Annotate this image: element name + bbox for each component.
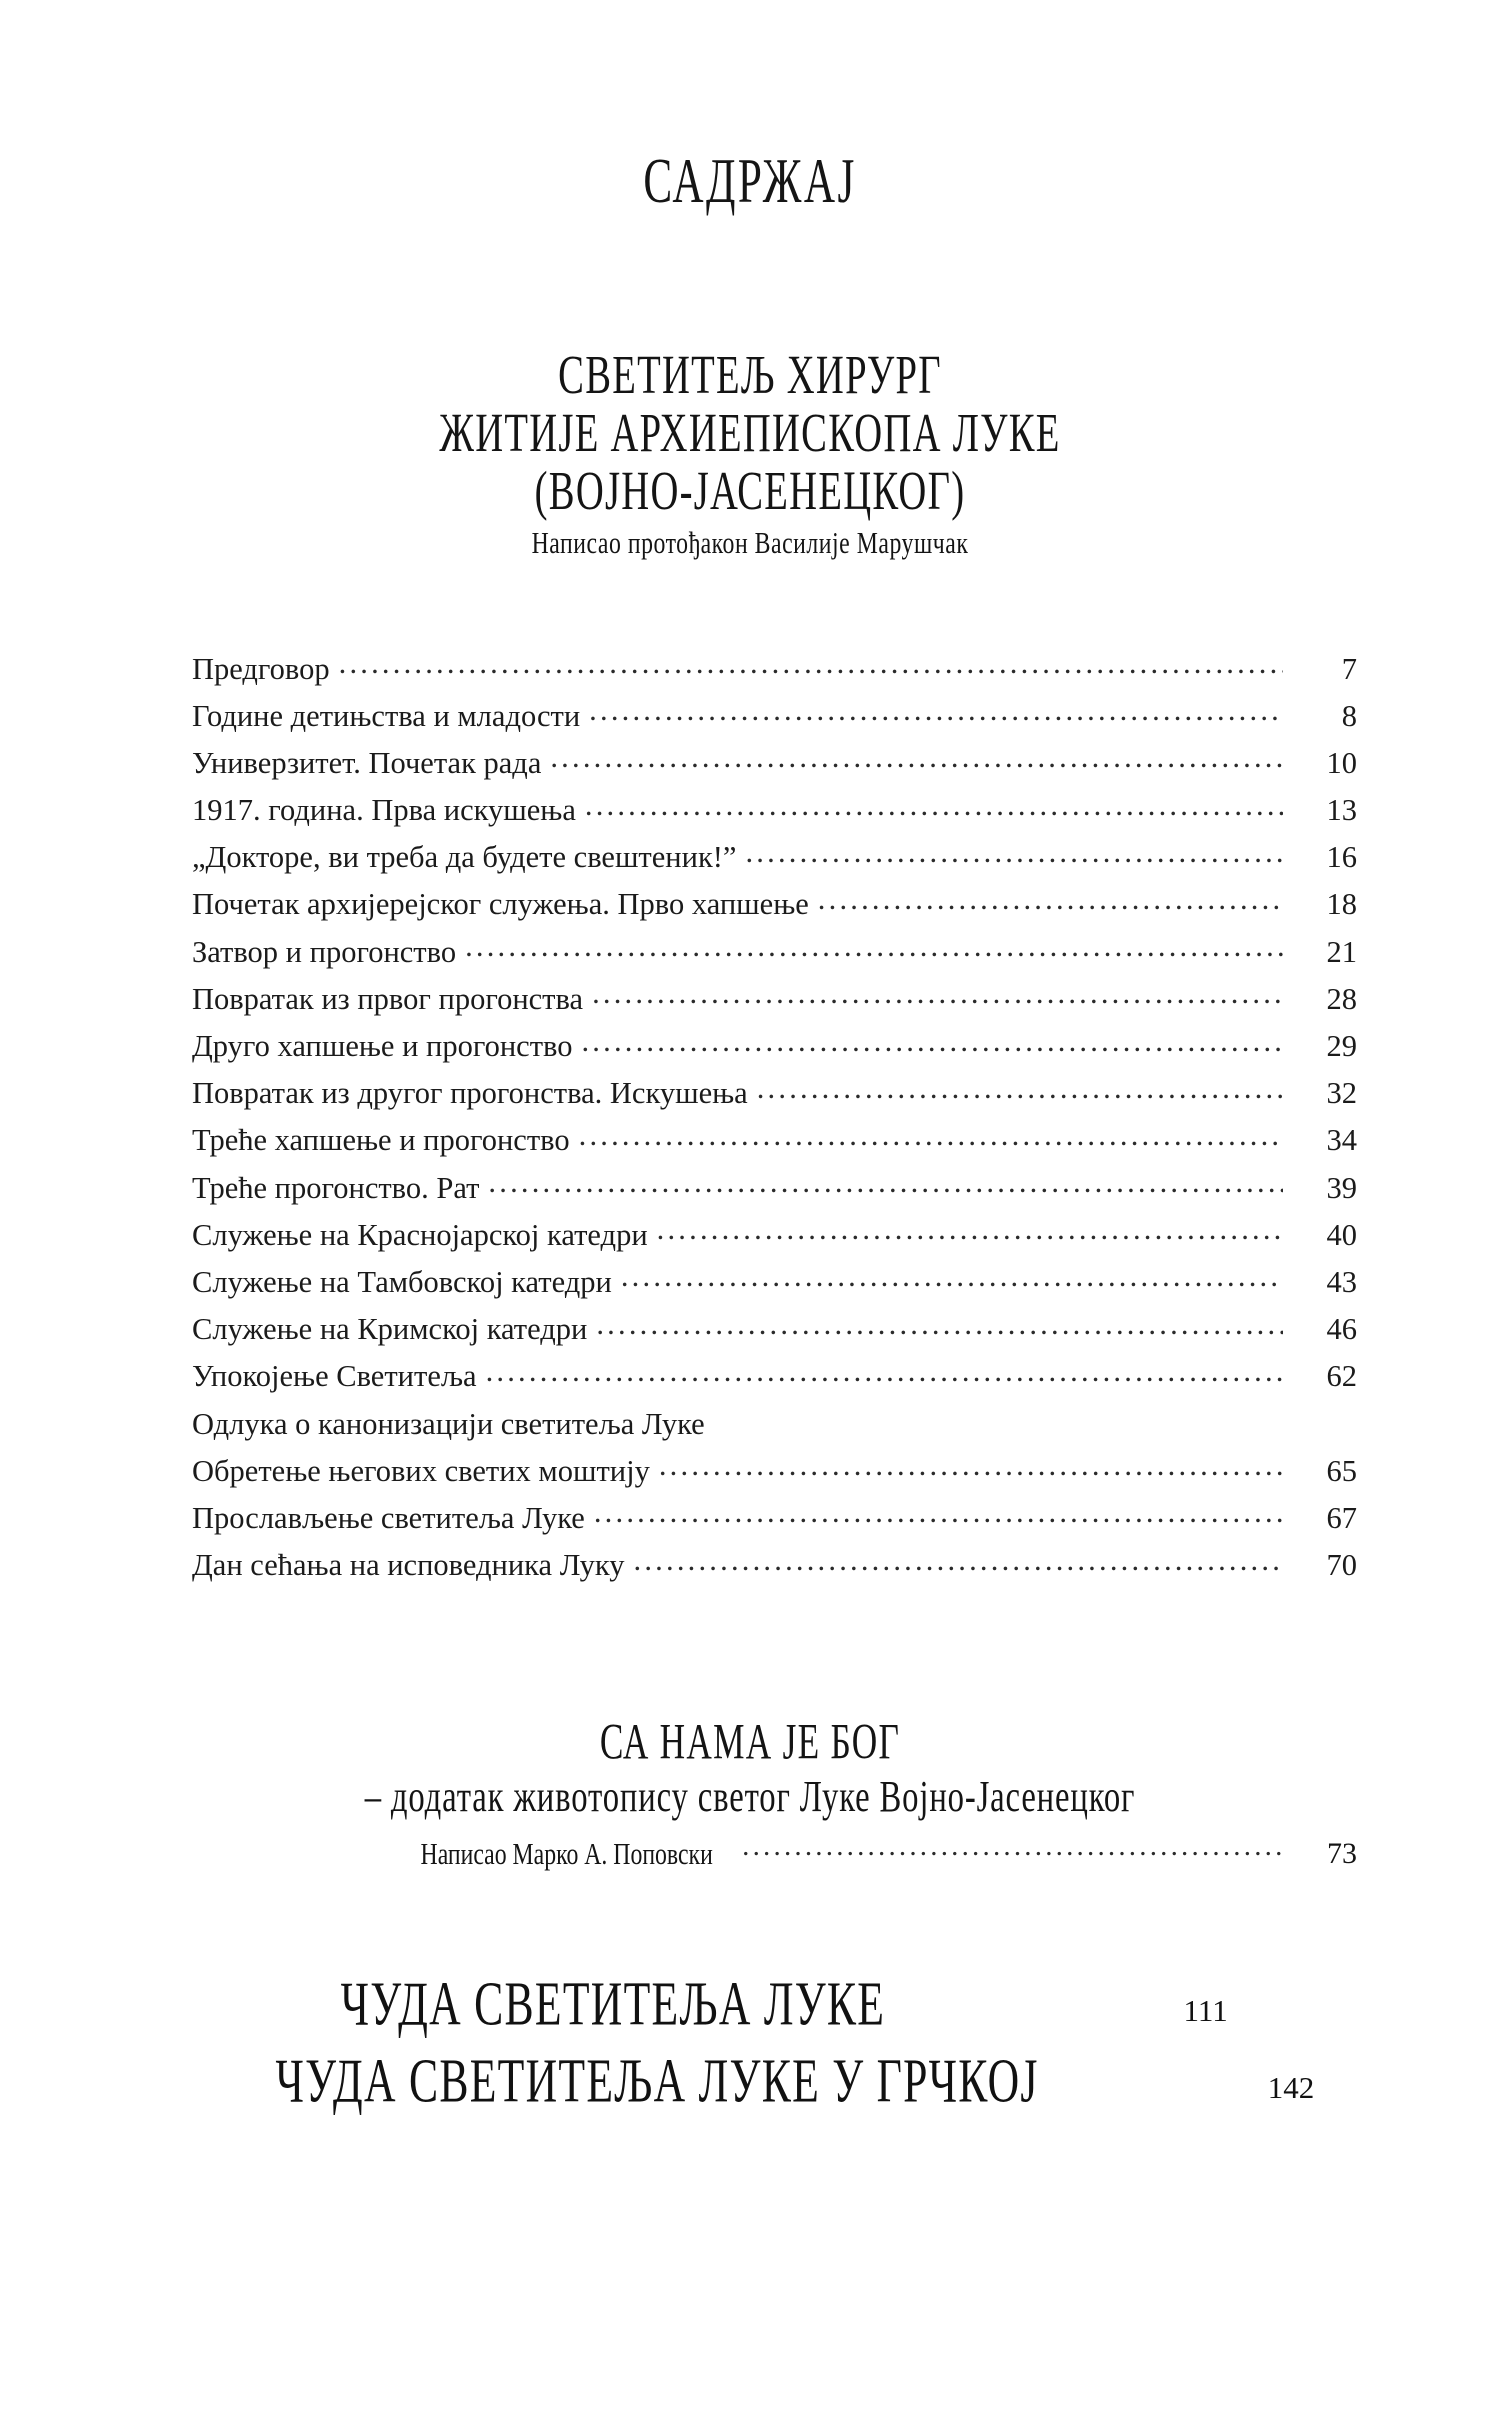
toc-entry-label: Године детињства и младости	[192, 698, 581, 733]
toc-entry-label: Почетак архијерејског служења. Прво хапшење	[192, 887, 809, 922]
toc-entry-label: Служење на Кримској катедри	[192, 1312, 588, 1347]
toc-page-number: 10	[1326, 745, 1357, 780]
toc-page-number: 43	[1326, 1264, 1357, 1299]
toc-row[interactable]	[192, 1120, 1357, 1167]
dot-leader	[742, 1836, 1285, 1863]
toc-page-number: 29	[1326, 1029, 1357, 1063]
dot-leader	[594, 1497, 1283, 1528]
toc-page-number: 32	[1326, 1076, 1357, 1111]
section1-heading-line1: СВЕТИТЕЉ ХИРУРГ	[558, 343, 942, 405]
toc-row[interactable]	[0, 1836, 1500, 1871]
dot-leader	[465, 931, 1283, 962]
toc-entry-label: Прослављење светитеља Луке	[192, 1500, 585, 1535]
section2-author: Написао Марко А. Поповски	[420, 1836, 713, 1872]
bottom-section-row[interactable]	[0, 2047, 1500, 2116]
toc-page-number: 13	[1326, 793, 1357, 828]
toc-entry-label: Повратак из првог прогонства	[192, 981, 584, 1016]
toc-entry-label: „Докторе, ви треба да будете свештеник!”	[192, 840, 737, 875]
toc-row[interactable]	[192, 978, 1357, 1025]
toc-row[interactable]	[192, 1450, 1357, 1497]
toc-page-number: 67	[1326, 1500, 1357, 1535]
toc-entry-label: Служење на Краснојарској катедри	[192, 1217, 648, 1252]
bottom-section-page-number: 111	[1183, 1993, 1228, 2028]
bottom-section-label: ЧУДА СВЕТИТЕЉА ЛУКЕ	[340, 1970, 886, 2039]
toc-page-number: 70	[1326, 1548, 1357, 1583]
toc-row[interactable]	[192, 1073, 1357, 1120]
toc-page-number: 46	[1326, 1312, 1357, 1347]
toc-entry-label: Универзитет. Почетак рада	[192, 745, 542, 780]
toc-row[interactable]	[192, 1497, 1357, 1544]
dot-leader	[585, 790, 1283, 821]
toc-row[interactable]	[192, 884, 1357, 931]
toc-page-number: 21	[1326, 934, 1357, 969]
section1-author: Написао протођакон Василије Марушчак	[531, 525, 969, 561]
toc-entry-list	[192, 648, 1357, 1592]
dot-leader	[589, 695, 1283, 726]
toc-row[interactable]	[192, 1261, 1357, 1308]
section2-heading-line2: – додатак животопису светог Луке Војно-Јасенецког	[364, 1772, 1136, 1822]
toc-row[interactable]	[192, 1026, 1357, 1073]
dot-leader	[550, 742, 1283, 773]
toc-row[interactable]	[192, 931, 1357, 978]
dot-leader	[581, 1026, 1283, 1057]
toc-page-number: 40	[1326, 1217, 1357, 1252]
toc-row[interactable]	[192, 1167, 1357, 1214]
dot-leader	[745, 837, 1283, 868]
dot-leader	[596, 1309, 1283, 1340]
toc-entry-label: Треће прогонство. Рат	[192, 1170, 480, 1205]
toc-entry-label: Затвор и прогонство	[192, 934, 457, 969]
dot-leader	[657, 1214, 1283, 1245]
toc-entry-label: 1917. година. Прва искушења	[192, 793, 576, 828]
toc-entry-label: Обретење његових светих моштију	[192, 1453, 650, 1488]
section-heading-block-1	[0, 343, 1500, 561]
toc-page-number: 18	[1326, 887, 1357, 922]
toc-page-number: 8	[1341, 698, 1357, 733]
toc-entry-label: Повратак из другог прогонства. Искушења	[192, 1076, 748, 1111]
toc-page-number: 28	[1326, 981, 1357, 1016]
toc-entry-label: Треће хапшење и прогонство	[192, 1123, 570, 1158]
dot-leader	[621, 1261, 1283, 1292]
toc-entry-label: Дан сећања на исповедника Луку	[192, 1548, 625, 1583]
section1-heading-line2: ЖИТИЈЕ АРХИЕПИСКОПА ЛУКЕ	[439, 401, 1061, 463]
toc-row[interactable]	[192, 1403, 1357, 1450]
dot-leader	[757, 1073, 1283, 1104]
dot-leader	[486, 1356, 1283, 1387]
toc-page-number: 7	[1341, 651, 1357, 686]
dot-leader	[634, 1545, 1283, 1576]
dot-leader	[714, 1403, 1283, 1434]
dot-leader	[818, 884, 1283, 915]
dot-leader	[339, 648, 1283, 679]
toc-row[interactable]	[192, 742, 1357, 789]
toc-row[interactable]	[192, 1545, 1357, 1592]
toc-entry-label: Друго хапшење и прогонство	[192, 1029, 573, 1063]
bottom-section-page-number: 142	[1267, 2070, 1315, 2105]
dot-leader	[592, 978, 1283, 1009]
toc-page-number: 73	[1327, 1837, 1357, 1870]
toc-page-number: 34	[1326, 1123, 1357, 1158]
toc-row[interactable]	[192, 790, 1357, 837]
toc-entry-label: Упокојење Светитеља	[192, 1359, 477, 1394]
dot-leader	[947, 2005, 1154, 2021]
toc-page-number: 16	[1326, 840, 1357, 875]
page-title: САДРЖАЈ	[643, 145, 857, 217]
bottom-section-label: ЧУДА СВЕТИТЕЉА ЛУКЕ У ГРЧКОЈ	[275, 2047, 1039, 2116]
toc-entry-label: Предговор	[192, 651, 330, 686]
dot-leader	[579, 1120, 1283, 1151]
section1-heading-line3: (ВОЈНО-ЈАСЕНЕЦКОГ)	[534, 459, 966, 521]
bottom-section-row[interactable]	[0, 1970, 1500, 2039]
toc-row[interactable]	[192, 1214, 1357, 1261]
dot-leader	[488, 1167, 1283, 1198]
toc-entry-label: Одлука о канонизацији светитеља Луке	[192, 1406, 705, 1441]
toc-row[interactable]	[192, 1309, 1357, 1356]
toc-row[interactable]	[192, 648, 1357, 695]
toc-row[interactable]	[192, 837, 1357, 884]
toc-page-number: 65	[1326, 1453, 1357, 1488]
bottom-section-list	[0, 1970, 1500, 2116]
toc-page-number: 62	[1326, 1359, 1357, 1394]
section2-heading-line1: СА НАМА ЈЕ БОГ	[599, 1715, 901, 1771]
toc-entry-label: Служење на Тамбовској катедри	[192, 1264, 612, 1299]
toc-page-number: 39	[1326, 1170, 1357, 1205]
dot-leader	[1120, 2082, 1240, 2098]
toc-row[interactable]	[192, 1356, 1357, 1403]
dot-leader	[659, 1450, 1283, 1481]
section-heading-block-2	[0, 1715, 1500, 1872]
toc-row[interactable]	[192, 695, 1357, 742]
